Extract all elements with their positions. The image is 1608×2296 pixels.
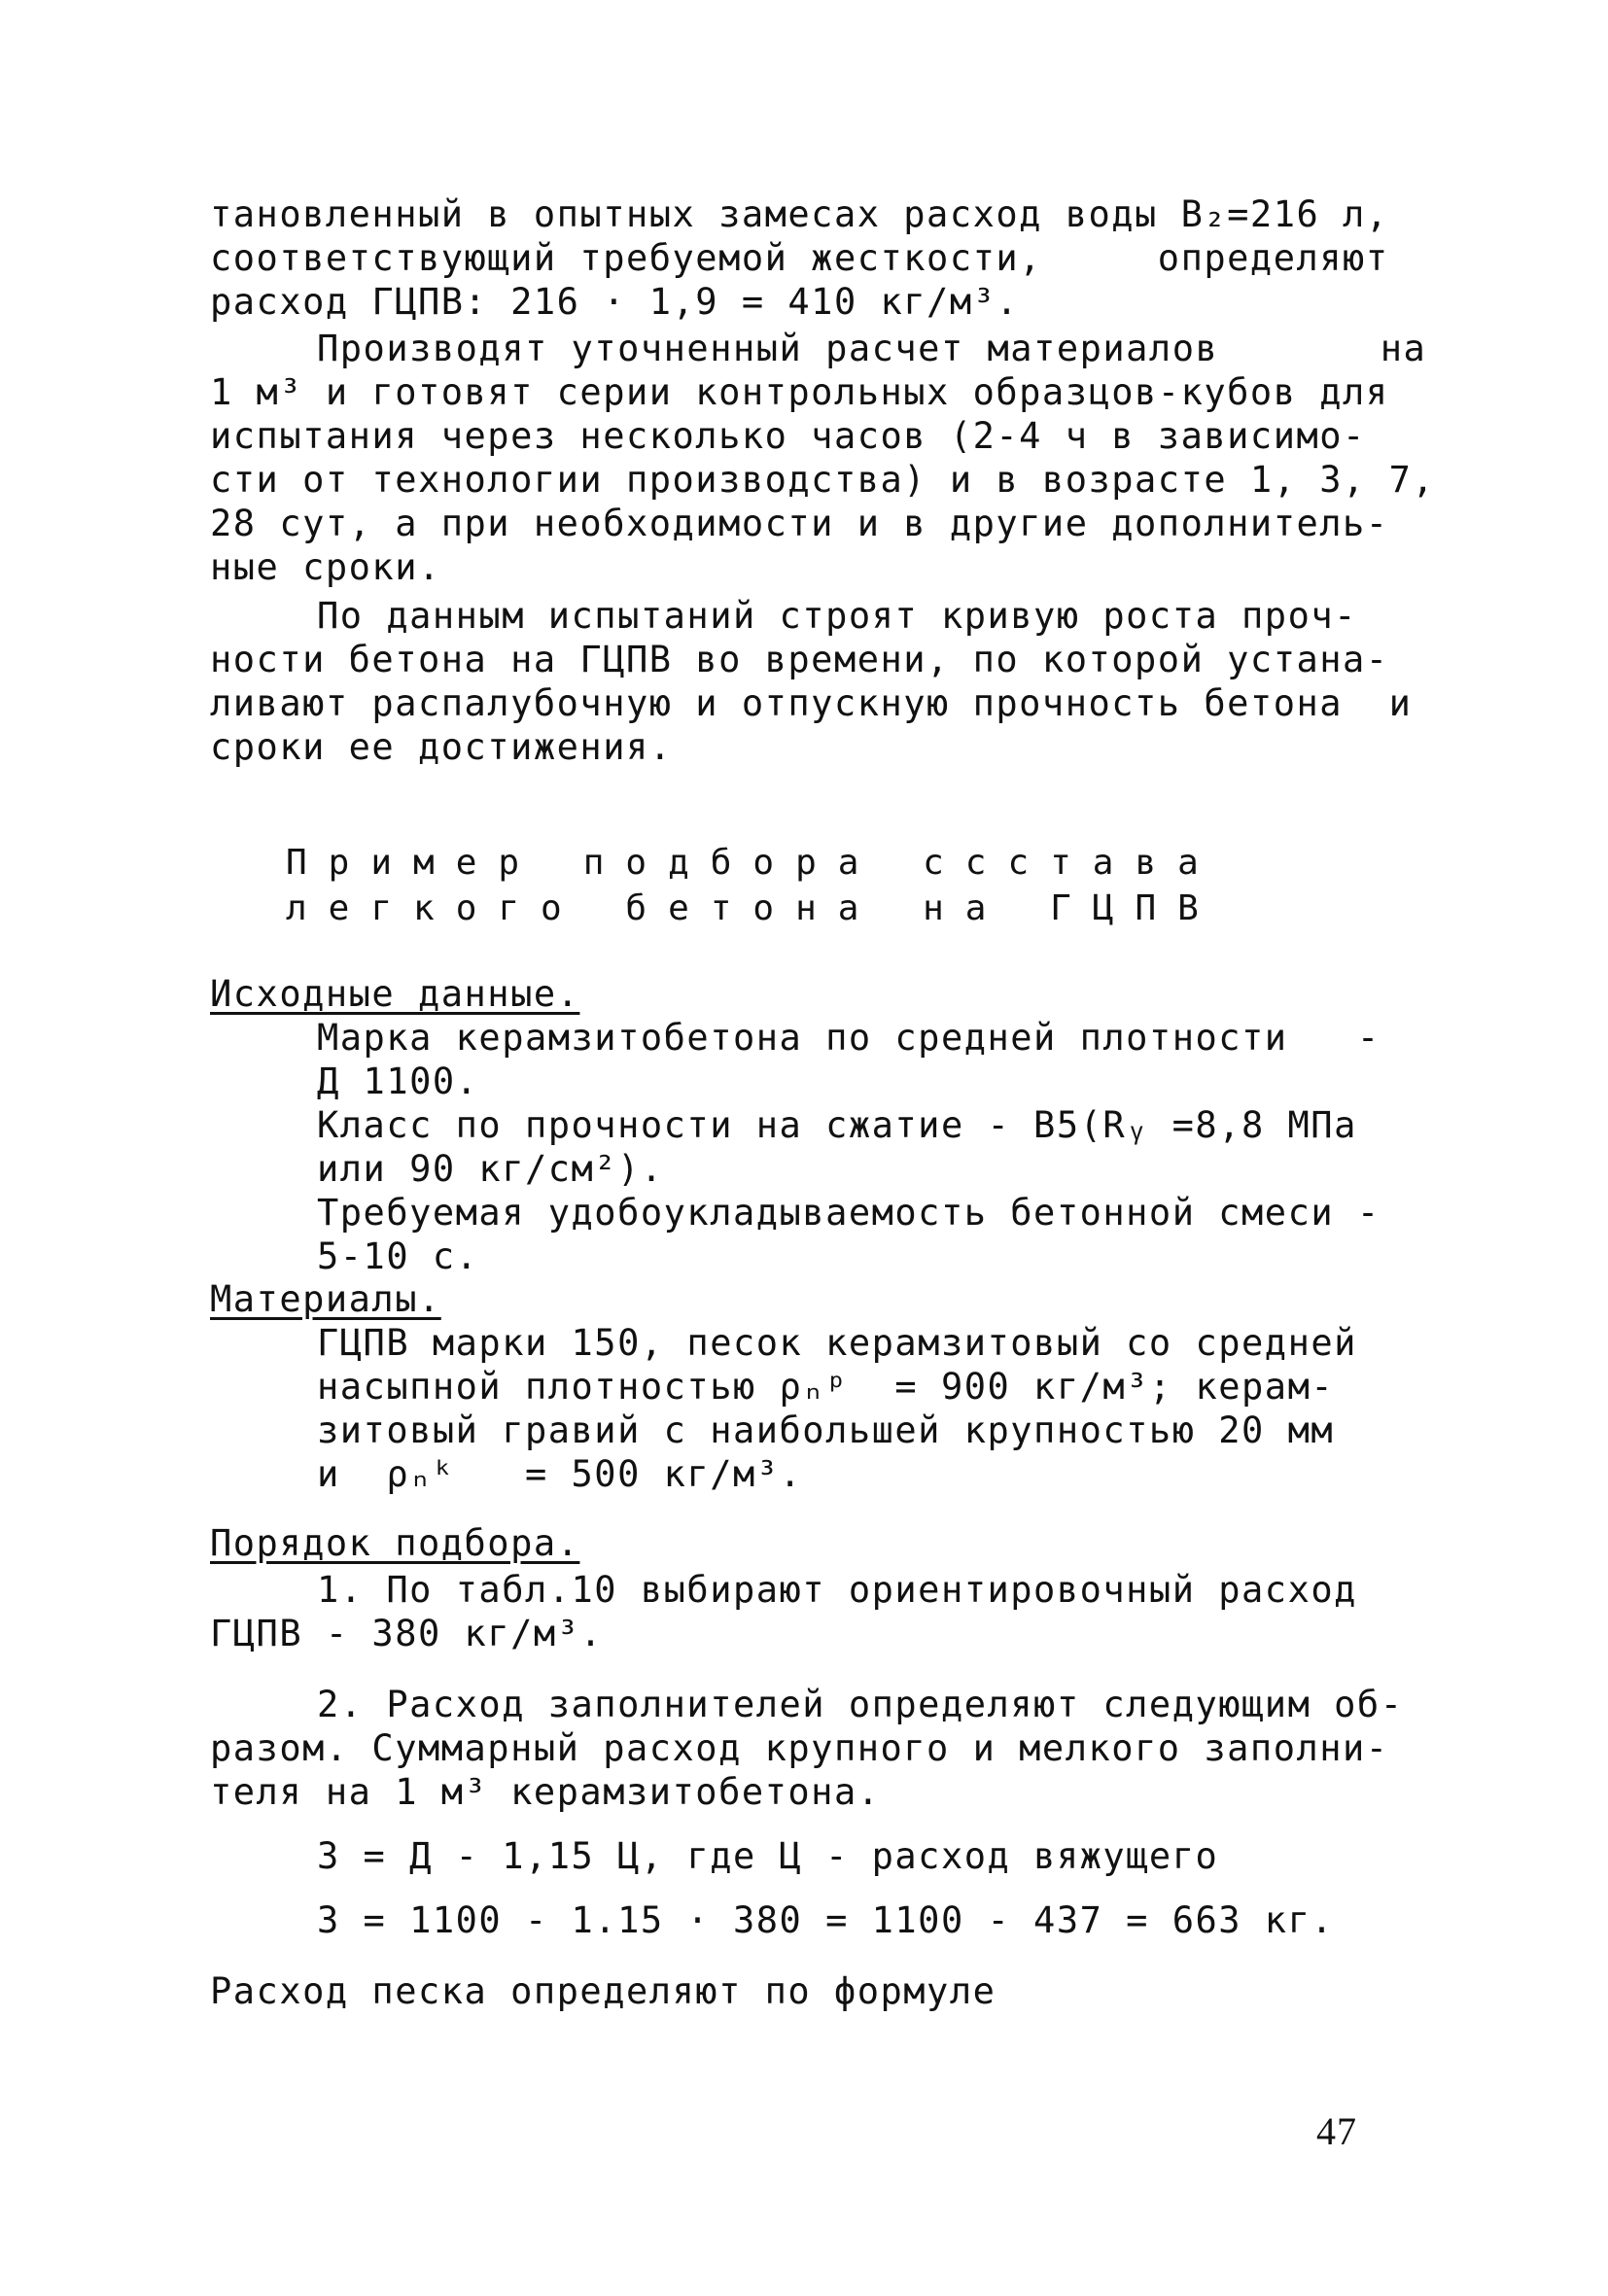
text-line: разом. Суммарный расход крупного и мелкого заполни- bbox=[210, 1727, 1389, 1769]
text-line: Расход песка определяют по формуле bbox=[210, 1970, 996, 2012]
procedure-step-1 bbox=[210, 1568, 1367, 1655]
text-line: ГЦПВ марки 150, песок керамзитовый со средней bbox=[317, 1322, 1357, 1364]
text-line: Д 1100. bbox=[317, 1061, 479, 1102]
text-line: сроки ее достижения. bbox=[210, 726, 673, 768]
text-line: и ρₙᵏ = 500 кг/м³. bbox=[317, 1453, 803, 1495]
text-line: ГЦПВ - 380 кг/м³. bbox=[210, 1613, 604, 1654]
text-line: 1. По табл.10 выбирают ориентировочный расход bbox=[317, 1569, 1357, 1611]
text-line: 28 сут, а при необходимости и в другие дополнитель- bbox=[210, 503, 1389, 544]
text-line: ные сроки. bbox=[210, 546, 441, 588]
text-line: тановленный в опытных замесах расход воды В₂=216 л, bbox=[210, 193, 1389, 235]
text-line: По данным испытаний строят кривую роста проч- bbox=[317, 595, 1357, 637]
text-line: или 90 кг/см²). bbox=[317, 1148, 664, 1190]
intro-paragraph bbox=[210, 192, 1389, 324]
section-title-line: Пример подбора ссстава bbox=[286, 843, 1220, 883]
procedure-step-2 bbox=[210, 1683, 1404, 1814]
final-line bbox=[210, 1969, 1367, 2013]
strength-growth-paragraph bbox=[210, 594, 1413, 769]
text-line: ности бетона на ГЦПВ во времени, по которой устана- bbox=[210, 639, 1389, 680]
materials-heading: Материалы. bbox=[210, 1278, 441, 1320]
text-line: сти от технологии производства) и в возрасте 1, 3, 7, bbox=[210, 459, 1436, 501]
text-line: соответствующий требуемой жесткости, определяют bbox=[210, 237, 1389, 279]
section-title-line: легкого бетона на ГЦПВ bbox=[286, 888, 1220, 928]
formula-line: З = 1100 - 1.15 · 380 = 1100 - 437 = 663 кг. bbox=[317, 1899, 1335, 1941]
text-line: 1 м³ и готовят серии контрольных образцов-кубов для bbox=[210, 371, 1389, 413]
text-line: 2. Расход заполнителей определяют следующим об- bbox=[317, 1684, 1404, 1725]
text-line: 5-10 с. bbox=[317, 1235, 479, 1277]
materials-list bbox=[317, 1321, 1367, 1496]
procedure-heading: Порядок подбора. bbox=[210, 1522, 580, 1564]
formula-line: З = Д - 1,15 Ц, где Ц - расход вяжущего bbox=[317, 1835, 1219, 1877]
text-line: зитовый гравий с наибольшей крупностью 20 мм bbox=[317, 1409, 1335, 1451]
text-line: расход ГЦПВ: 216 · 1,9 = 410 кг/м³. bbox=[210, 281, 1020, 323]
text-line: испытания через несколько часов (2-4 ч в зависимо- bbox=[210, 415, 1366, 457]
text-line: ливают распалубочную и отпускную прочность бетона и bbox=[210, 682, 1413, 724]
materials-calculation-paragraph bbox=[210, 327, 1436, 589]
text-line: Класс по прочности на сжатие - В5(Rᵧ =8,8 МПа bbox=[317, 1104, 1357, 1146]
text-line: Требуемая удобоукладываемость бетонной смеси - bbox=[317, 1192, 1381, 1234]
initial-data-heading: Исходные данные. bbox=[210, 973, 580, 1015]
initial-data-list bbox=[317, 1016, 1381, 1278]
text-line: Марка керамзитобетона по средней плотности - bbox=[317, 1017, 1381, 1059]
text-line: Производят уточненный расчет материалов на bbox=[317, 328, 1427, 369]
text-line: теля на 1 м³ керамзитобетона. bbox=[210, 1771, 881, 1813]
page-number: 47 bbox=[1316, 2109, 1357, 2153]
text-line: насыпной плотностью ρₙᵖ = 900 кг/м³; керам- bbox=[317, 1366, 1335, 1408]
